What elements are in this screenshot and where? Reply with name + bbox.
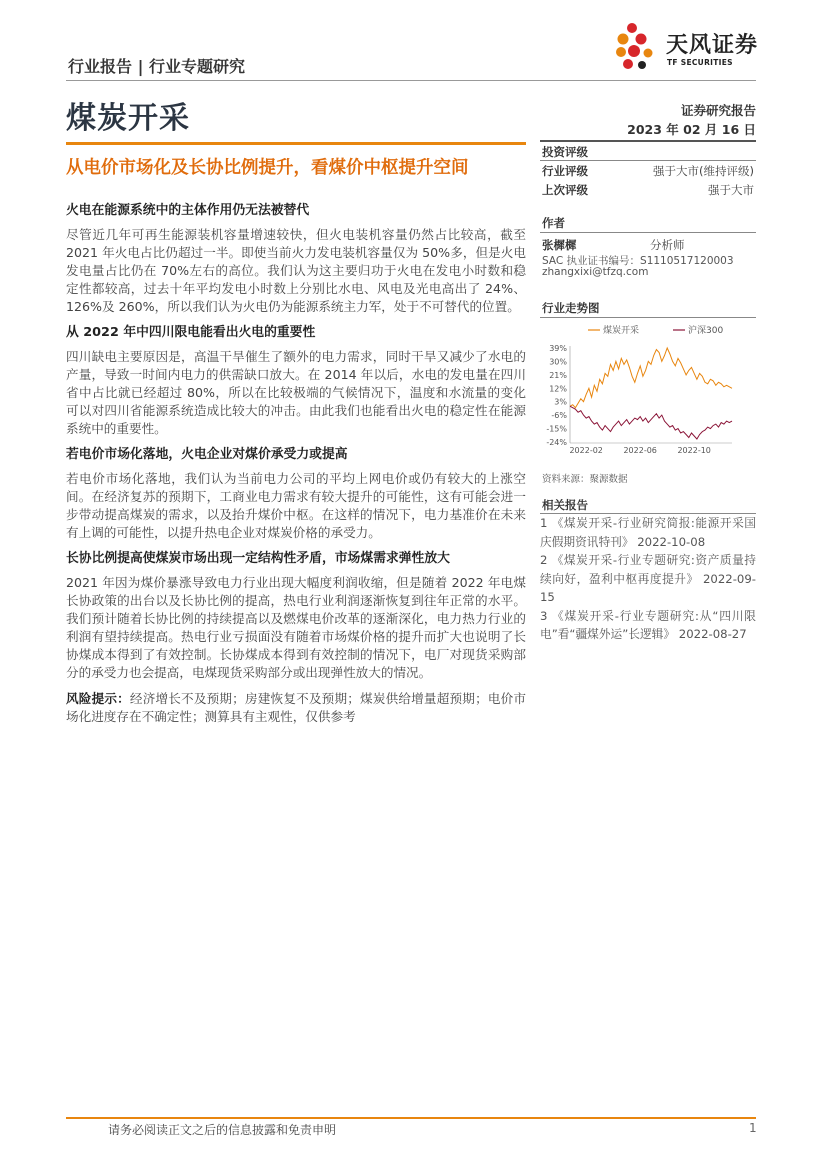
x-tick-label: 2022-02: [569, 446, 603, 455]
report-title: 从电价市场化及长协比例提升，看煤价中枢提升空间: [66, 158, 469, 178]
sidebar-top-rule: [540, 140, 756, 142]
chart-source: 资料来源：聚源数据: [542, 474, 628, 485]
chart-divider: [540, 317, 756, 318]
industry-rating-label: 行业评级: [542, 164, 588, 178]
y-tick-label: 39%: [549, 344, 567, 353]
related-reports-list: [540, 514, 756, 644]
page-number: 1: [749, 1121, 757, 1135]
y-axis: [546, 344, 732, 447]
logo-petal-icon: [636, 34, 647, 45]
y-tick-label: -6%: [551, 411, 567, 421]
section-heading: 从 2022 年中四川限电能看出火电的重要性: [66, 325, 316, 340]
legend-label-coal: 煤炭开采: [603, 326, 640, 336]
author-email[interactable]: zhangxixi@tfzq.com: [542, 266, 649, 278]
footer-disclaimer: 请务必阅读正文之后的信息披露和免责申明: [108, 1123, 337, 1137]
author-heading: 作者: [542, 216, 565, 230]
logo-petal-icon: [618, 34, 629, 45]
risk-text: 经济增长不及预期；房建恢复不及预期；煤炭供给增量超预期；电价市场化进度存在不确定性；测算具有主观性，仅供参考: [66, 691, 527, 724]
report-type: 证券研究报告: [680, 103, 756, 118]
series-line-coal: [570, 348, 732, 408]
plot-area: [570, 348, 732, 439]
footer-divider: [66, 1117, 756, 1119]
author-name: 张樨樨: [542, 238, 577, 252]
logo-petal-icon: [628, 45, 640, 57]
header-divider: [66, 80, 756, 81]
related-heading: 相关报告: [542, 498, 588, 512]
author-certificate: SAC 执业证书编号：S1110517120003: [542, 255, 734, 267]
logo-petal-icon: [627, 23, 637, 33]
section-body: 2021 年因为煤价暴涨导致电力行业出现大幅度利润收缩，但是随着 2022 年电煤长协政策的出台以及长协比例的提高，热电行业利润逐渐恢复到往年正常的水平。我们预计随着长协比例的持续提高以及燃煤电价改革的逐渐深化，电力热力行业的利润有望持续提高。热电行业亏损面没有随着市场煤价格的提升而扩大也说明了长协煤成本得到了有效控制。长协煤成本得到有效控制的情况下，电厂对现货采购部分的承受力也会提高，电煤现货采购部分或出现弹性放大的情况。: [66, 575, 526, 680]
risk-warning: [66, 690, 526, 726]
rating-heading: 投资评级: [542, 145, 588, 159]
section-heading: 长协比例提高使煤炭市场出现一定结构性矛盾，市场煤需求弹性放大: [66, 551, 450, 566]
chart-heading: 行业走势图: [542, 301, 600, 315]
y-tick-label: -15%: [546, 424, 567, 434]
title-accent-bar: [66, 142, 526, 145]
report-date: 2023 年 02 月 16 日: [627, 122, 756, 137]
author-divider: [540, 232, 756, 233]
logo-petal-icon: [638, 61, 646, 69]
y-tick-label: 12%: [549, 384, 567, 394]
logo-petal-icon: [616, 47, 626, 57]
y-tick-label: 30%: [549, 357, 567, 367]
brand-name: 天风证券: [666, 33, 759, 58]
sector-title: 煤炭开采: [66, 101, 190, 136]
chart-legend: [588, 324, 723, 336]
risk-label: 风险提示：: [66, 691, 130, 706]
section-body: 若电价市场化落地，我们认为当前电力公司的平均上网电价或仍有较大的上涨空间。在经济复苏的预期下，工商业电力需求有较大提升的可能性，这有可能会进一步带动提高煤炭的需求，以及抬升煤价中枢。在这样的情况下，电力基准价在未来有上调的可能性，以提升热电企业对煤炭价格的承受力。: [66, 471, 526, 540]
related-report-item[interactable]: 2 《煤炭开采-行业专题研究:资产质量持续向好，盈利中枢再度提升》 2022-09-15: [540, 553, 756, 604]
related-report-item[interactable]: 1 《煤炭开采-行业研究简报:能源开采国庆假期资讯特刊》 2022-10-08: [540, 516, 756, 549]
main-content: [66, 202, 526, 734]
author-role: 分析师: [650, 238, 685, 252]
y-tick-label: 21%: [549, 370, 567, 380]
previous-rating-value: 强于大市: [708, 183, 754, 197]
x-tick-label: 2022-10: [677, 446, 711, 455]
section-body: 四川缺电主要原因是，高温干旱催生了额外的电力需求，同时干旱又减少了水电的产量，导致一时间内电力的供需缺口放大。在 2014 年以后，水电的发电量在四川省中占比就已经超过 80%，所以在比较极端的气候情况下，温度和水流量的变化可以对四川省能源系统造成比较大的冲击。由此我们也能看出火电的稳定性在能源系统中的重要性。: [66, 349, 526, 436]
series-line-hs300: [570, 406, 732, 439]
y-tick-label: -24%: [546, 438, 567, 447]
previous-rating-label: 上次评级: [542, 183, 588, 197]
section-body: 尽管近几年可再生能源装机容量增速较快，但火电装机容量仍然占比较高，截至 2021 年火电占比仍超过一半。即使当前火力发电装机容量仅为 50%多，但是火电发电量占比仍在 70%左右的高位。我们认为这主要归功于火电在发电小时数和稳定性都较高，过去十年平均发电小时数上分别比水电、风电及光电高出了 24%、126%及 260%，所以我们认为火电仍为能源系统主力军，处于不可替代的位置。: [66, 227, 526, 314]
y-tick-label: 3%: [554, 397, 567, 407]
x-axis: [569, 446, 710, 455]
x-tick-label: 2022-06: [623, 446, 657, 455]
rating-divider: [540, 160, 756, 161]
industry-rating-value: 强于大市(维持评级): [653, 164, 754, 178]
brand-name-en: TF SECURITIES: [667, 58, 733, 67]
section-heading: 火电在能源系统中的主体作用仍无法被替代: [66, 203, 310, 218]
logo-petal-icon: [644, 49, 653, 58]
report-category: 行业报告 | 行业专题研究: [68, 57, 245, 76]
industry-trend-chart: [540, 320, 756, 460]
logo-petal-icon: [623, 59, 633, 69]
section-heading: 若电价市场化落地，火电企业对煤价承受力或提高: [66, 447, 348, 462]
related-report-item[interactable]: 3 《煤炭开采-行业专题研究:从“四川限电”看“疆煤外运”长逻辑》 2022-08-27: [540, 608, 756, 641]
legend-label-hs300: 沪深300: [688, 326, 724, 336]
